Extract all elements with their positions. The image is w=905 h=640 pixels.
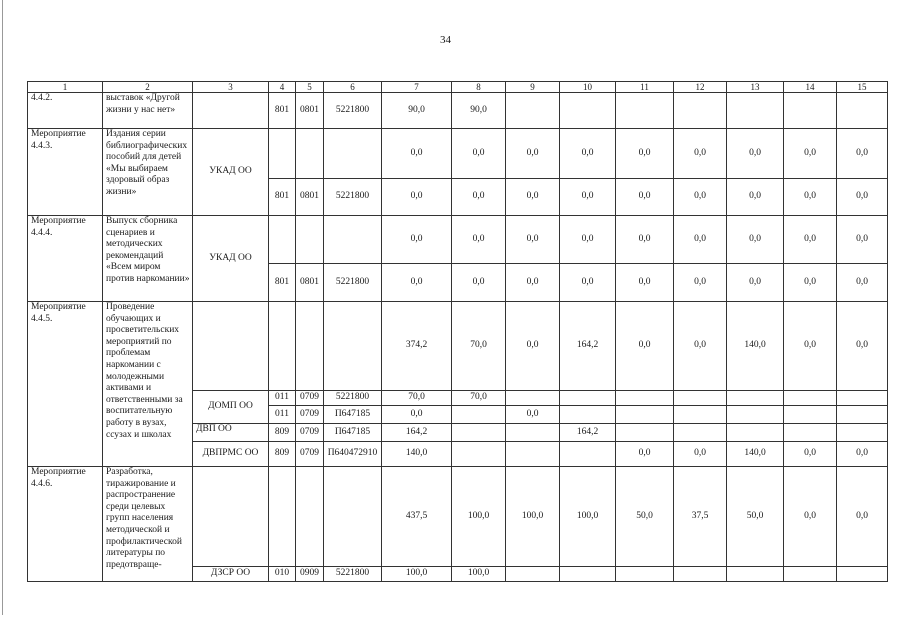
budget-table (27, 81, 888, 582)
value-cell: 0,0 (784, 442, 837, 467)
value-cell: 0,0 (727, 216, 784, 264)
header-cell: 4 (269, 82, 296, 93)
header-cell: 8 (452, 82, 506, 93)
code-cell: П647185 (324, 424, 382, 442)
value-cell (452, 406, 506, 424)
header-cell: 5 (296, 82, 324, 93)
value-cell (727, 93, 784, 129)
value-cell: 90,0 (382, 93, 452, 129)
measure-cell: Мероприятие 4.4.6. (28, 467, 103, 582)
value-cell (784, 391, 837, 406)
value-cell: 70,0 (452, 391, 506, 406)
table-row (28, 216, 888, 264)
value-cell (674, 567, 727, 582)
code-cell (324, 302, 382, 391)
value-cell: 0,0 (784, 216, 837, 264)
value-cell: 100,0 (452, 467, 506, 567)
code-cell (324, 129, 382, 179)
value-cell: 0,0 (382, 264, 452, 302)
value-cell: 164,2 (560, 424, 616, 442)
value-cell: 0,0 (616, 179, 674, 216)
value-cell (616, 406, 674, 424)
code-cell: 5221800 (324, 391, 382, 406)
description-cell: Проведение обучающих и просветительских мероприятий по проблемам наркомании с молодежными активами и ответственными за воспитательную работу в вузах, ссузах и школах (103, 302, 193, 467)
value-cell (837, 93, 888, 129)
code-cell (296, 129, 324, 179)
value-cell (727, 406, 784, 424)
header-cell: 9 (506, 82, 560, 93)
value-cell (560, 391, 616, 406)
value-cell: 0,0 (674, 129, 727, 179)
value-cell (674, 391, 727, 406)
value-cell: 0,0 (727, 264, 784, 302)
header-cell: 12 (674, 82, 727, 93)
measure-cell: 4.4.2. (28, 93, 103, 129)
page-edge-line (2, 0, 3, 615)
value-cell: 0,0 (784, 467, 837, 567)
value-cell: 0,0 (616, 264, 674, 302)
value-cell: 50,0 (616, 467, 674, 567)
value-cell: 0,0 (616, 442, 674, 467)
value-cell: 0,0 (784, 264, 837, 302)
description-cell: Выпуск сборника сценариев и методических рекомендаций «Всем миром против наркомании» (103, 216, 193, 302)
executor-cell: ДВПРМС ОО (193, 442, 269, 467)
executor-cell (193, 302, 269, 391)
value-cell (784, 406, 837, 424)
header-cell: 2 (103, 82, 193, 93)
value-cell: 0,0 (674, 216, 727, 264)
value-cell (452, 442, 506, 467)
value-cell (560, 93, 616, 129)
description-cell: Издания серии библиографических пособий для детей «Мы выбираем здоровый образ жизни» (103, 129, 193, 216)
table-row (28, 129, 888, 179)
value-cell: 0,0 (837, 264, 888, 302)
value-cell (506, 391, 560, 406)
code-cell: 801 (269, 264, 296, 302)
description-cell: Разработка, тиражирование и распространение среди целевых групп населения методической и профилактической литературы по предотвраще- (103, 467, 193, 582)
value-cell: 0,0 (837, 302, 888, 391)
value-cell: 140,0 (727, 302, 784, 391)
header-cell: 15 (837, 82, 888, 93)
value-cell: 0,0 (452, 216, 506, 264)
executor-cell: ДВП ОО (193, 424, 269, 442)
value-cell: 140,0 (382, 442, 452, 467)
value-cell: 0,0 (674, 179, 727, 216)
value-cell: 0,0 (727, 129, 784, 179)
header-row (28, 82, 888, 93)
value-cell: 0,0 (382, 129, 452, 179)
value-cell: 0,0 (616, 129, 674, 179)
code-cell: 0801 (296, 93, 324, 129)
header-cell: 14 (784, 82, 837, 93)
executor-cell: ДОМП ОО (193, 391, 269, 424)
value-cell: 100,0 (452, 567, 506, 582)
value-cell: 100,0 (382, 567, 452, 582)
executor-cell: УКАД ОО (193, 216, 269, 302)
code-cell (269, 467, 296, 567)
value-cell: 0,0 (506, 216, 560, 264)
value-cell (674, 406, 727, 424)
value-cell (506, 424, 560, 442)
value-cell (506, 93, 560, 129)
code-cell: 0801 (296, 264, 324, 302)
code-cell: П647185 (324, 406, 382, 424)
value-cell (674, 424, 727, 442)
value-cell: 0,0 (382, 216, 452, 264)
code-cell: 011 (269, 391, 296, 406)
value-cell: 0,0 (560, 264, 616, 302)
code-cell: 0709 (296, 406, 324, 424)
value-cell (837, 424, 888, 442)
value-cell (616, 391, 674, 406)
value-cell (784, 567, 837, 582)
header-cell: 13 (727, 82, 784, 93)
value-cell: 0,0 (382, 179, 452, 216)
code-cell (269, 302, 296, 391)
value-cell: 164,2 (382, 424, 452, 442)
code-cell: 0709 (296, 424, 324, 442)
value-cell: 0,0 (452, 129, 506, 179)
page-number: 34 (440, 34, 451, 46)
value-cell: 0,0 (616, 216, 674, 264)
table-row (28, 302, 888, 391)
value-cell: 0,0 (506, 302, 560, 391)
code-cell (296, 302, 324, 391)
value-cell (674, 93, 727, 129)
value-cell: 0,0 (506, 406, 560, 424)
value-cell: 100,0 (560, 467, 616, 567)
code-cell: 0709 (296, 442, 324, 467)
code-cell: 5221800 (324, 93, 382, 129)
value-cell (560, 406, 616, 424)
code-cell: 809 (269, 424, 296, 442)
header-cell: 1 (28, 82, 103, 93)
value-cell: 70,0 (382, 391, 452, 406)
value-cell: 0,0 (560, 129, 616, 179)
value-cell: 0,0 (560, 216, 616, 264)
value-cell: 0,0 (506, 179, 560, 216)
value-cell: 0,0 (837, 129, 888, 179)
value-cell: 0,0 (674, 302, 727, 391)
value-cell (837, 391, 888, 406)
executor-cell: ДЗСР ОО (193, 567, 269, 582)
measure-cell: Мероприятие 4.4.3. (28, 129, 103, 216)
value-cell (452, 424, 506, 442)
value-cell (616, 93, 674, 129)
value-cell: 140,0 (727, 442, 784, 467)
code-cell: 5221800 (324, 264, 382, 302)
value-cell: 0,0 (784, 129, 837, 179)
value-cell: 164,2 (560, 302, 616, 391)
code-cell (324, 216, 382, 264)
value-cell: 437,5 (382, 467, 452, 567)
value-cell: 0,0 (837, 442, 888, 467)
value-cell (506, 567, 560, 582)
value-cell: 100,0 (506, 467, 560, 567)
value-cell (560, 567, 616, 582)
code-cell (269, 216, 296, 264)
value-cell: 90,0 (452, 93, 506, 129)
value-cell: 0,0 (452, 179, 506, 216)
value-cell (837, 406, 888, 424)
value-cell: 0,0 (674, 442, 727, 467)
executor-cell (193, 467, 269, 567)
code-cell: 010 (269, 567, 296, 582)
table-row (28, 93, 888, 129)
header-cell: 3 (193, 82, 269, 93)
code-cell: 011 (269, 406, 296, 424)
value-cell (616, 424, 674, 442)
value-cell (784, 93, 837, 129)
value-cell: 37,5 (674, 467, 727, 567)
code-cell: 5221800 (324, 179, 382, 216)
header-cell: 11 (616, 82, 674, 93)
executor-cell (193, 93, 269, 129)
code-cell: 801 (269, 93, 296, 129)
value-cell (616, 567, 674, 582)
code-cell (296, 467, 324, 567)
code-cell (296, 216, 324, 264)
value-cell: 50,0 (727, 467, 784, 567)
value-cell (784, 424, 837, 442)
code-cell (269, 129, 296, 179)
value-cell: 0,0 (784, 179, 837, 216)
value-cell: 0,0 (784, 302, 837, 391)
header-cell: 10 (560, 82, 616, 93)
header-cell: 7 (382, 82, 452, 93)
code-cell: 0709 (296, 391, 324, 406)
value-cell (506, 442, 560, 467)
description-cell: выставок «Другой жизни у нас нет» (103, 93, 193, 129)
code-cell (324, 467, 382, 567)
code-cell: 809 (269, 442, 296, 467)
value-cell (837, 567, 888, 582)
value-cell: 0,0 (837, 467, 888, 567)
value-cell: 0,0 (837, 179, 888, 216)
executor-cell: УКАД ОО (193, 129, 269, 216)
value-cell: 0,0 (506, 129, 560, 179)
header-cell: 6 (324, 82, 382, 93)
value-cell: 70,0 (452, 302, 506, 391)
code-cell: 0801 (296, 179, 324, 216)
value-cell (560, 442, 616, 467)
value-cell (727, 424, 784, 442)
value-cell (727, 391, 784, 406)
value-cell (727, 567, 784, 582)
value-cell: 0,0 (506, 264, 560, 302)
code-cell: 5221800 (324, 567, 382, 582)
value-cell: 0,0 (616, 302, 674, 391)
value-cell: 0,0 (727, 179, 784, 216)
value-cell: 0,0 (674, 264, 727, 302)
code-cell: П640472910 (324, 442, 382, 467)
measure-cell: Мероприятие 4.4.4. (28, 216, 103, 302)
value-cell: 374,2 (382, 302, 452, 391)
value-cell: 0,0 (837, 216, 888, 264)
measure-cell: Мероприятие 4.4.5. (28, 302, 103, 467)
value-cell: 0,0 (452, 264, 506, 302)
table-row (28, 467, 888, 567)
code-cell: 801 (269, 179, 296, 216)
code-cell: 0909 (296, 567, 324, 582)
value-cell: 0,0 (382, 406, 452, 424)
value-cell: 0,0 (560, 179, 616, 216)
